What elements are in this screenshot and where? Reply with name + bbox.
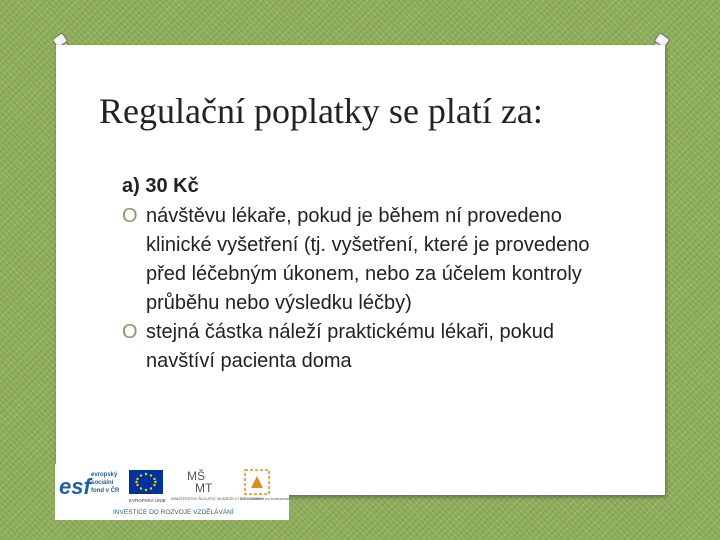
bullet-item <box>122 202 602 318</box>
bullet-text: návštěvu lékaře, pokud je během ní provedeno klinické vyšetření (tj. vyšetření, které je provedeno před léčebným úkonem, nebo za účelem kontroly průběhu nebo výsledku léčby) <box>146 205 590 314</box>
msmt-label: MINISTERSTVO ŠKOLSTVÍ, MLÁDEŽE A TĚLOVÝCHOVY <box>171 497 264 501</box>
logos-footer-text: INVESTICE DO ROZVOJE VZDĚLÁVÁNÍ <box>113 509 234 516</box>
eu-label: EVROPSKÁ UNIE <box>129 498 166 503</box>
esf-logo <box>59 472 120 499</box>
slide-title: Regulační poplatky se platí za: <box>99 91 543 131</box>
svg-text:MŠ: MŠ <box>187 469 205 483</box>
funding-logos <box>55 464 289 520</box>
svg-text:esf: esf <box>59 474 91 499</box>
esf-text-mid: sociální <box>91 480 114 486</box>
slide-content <box>122 172 602 376</box>
op-vk-logo <box>241 470 289 501</box>
op-label: OP Vzdělávání pro konkurenc <box>241 497 288 501</box>
bullet-marker: O <box>122 205 138 227</box>
svg-text:MT: MT <box>195 481 213 495</box>
esf-text-top: evropský <box>91 472 118 478</box>
bullet-text: stejná částka náleží praktickému lékaři, pokud navštíví pacienta doma <box>146 321 554 372</box>
bullet-marker: O <box>122 321 138 343</box>
esf-text-bot: fond v ČR <box>91 488 120 494</box>
section-heading: a) 30 Kč <box>122 175 199 197</box>
eu-flag-logo <box>129 470 166 503</box>
bullet-item <box>122 318 602 376</box>
logo-strip-graphic <box>55 464 289 520</box>
